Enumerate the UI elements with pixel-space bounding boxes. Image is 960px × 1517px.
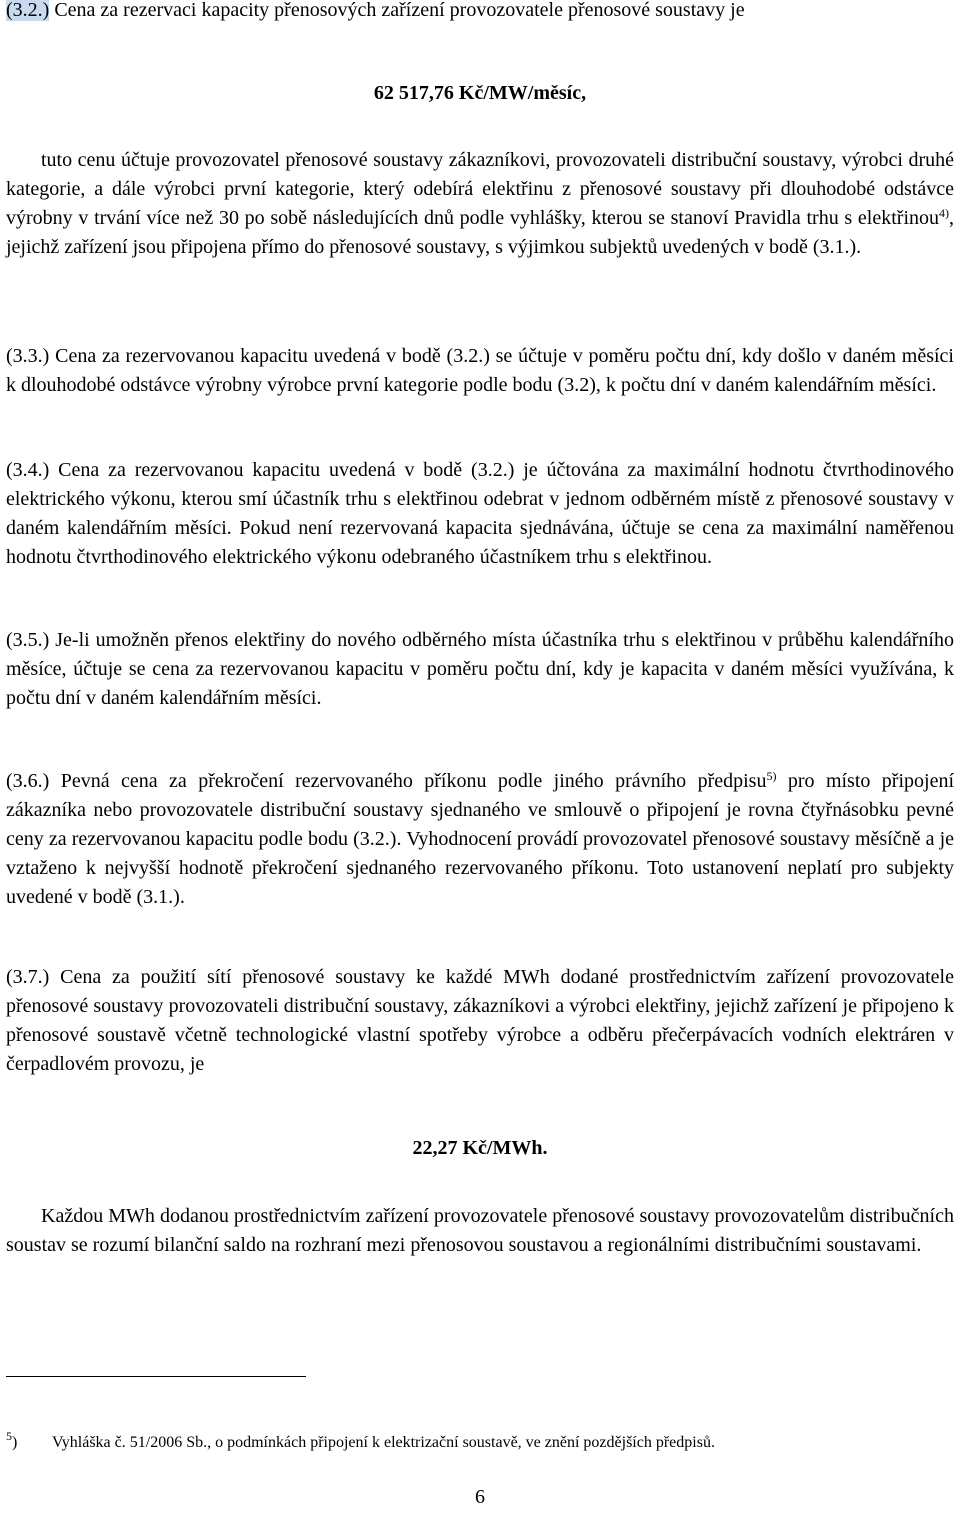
paragraph-3-3: (3.3.) Cena za rezervovanou kapacitu uvedená v bodě (3.2.) se účtuje v poměru počtu dní, kdy došlo v daném měsíci k dlouhodobé odstávce výrobny výrobce první kategorie podle bodu (3.2), k počtu dní v daném kalendářním měsíci. — [6, 345, 954, 396]
footnote-text: Vyhláška č. 51/2006 Sb., o podmínkách připojení k elektrizační soustavě, ve znění pozdějších předpisů. — [52, 1434, 715, 1451]
paragraph-text: Cena za rezervaci kapacity přenosových zařízení provozovatele přenosové soustavy je — [54, 0, 745, 21]
section-number: (3.2.) — [6, 0, 50, 21]
footnote-5: $^5$) Vyhláška č. 51/2006 Sb., o podmínkách připojení k elektrizační soustavě, ve znění pozdějších předpisů. — [6, 1429, 715, 1451]
footnote-separator — [6, 1376, 306, 1377]
paragraph-3-2-detail: tuto cenu účtuje provozovatel přenosové soustavy zákazníkovi, provozovateli distribuční soustavy, výrobci druhé kategorie, a dále výrobci první kategorie, který odebírá elektřinu z přenosové soustavy při dlouhodobé odstávce výrobny v trvání více než 30 po sobě následujících dnů podle vyhlášky, kterou se stanoví Pravidla trhu s elektřinou$^{4)}$, jejichž zařízení jsou připojena přímo do přenosové soustavy, s výjimkou subjektů uvedených v bodě (3.1.). — [6, 149, 954, 258]
paragraph-3-2 — [6, 0, 954, 25]
footnote-ref-5: 5) — [766, 769, 777, 783]
footnote-mark: 5 — [6, 1429, 12, 1443]
paragraph-3-5: (3.5.) Je-li umožněn přenos elektřiny do nového odběrného místa účastníka trhu s elektřinou v průběhu kalendářního měsíce, účtuje se cena za rezervovanou kapacitu v poměru počtu dní, kdy je kapacita v daném měsíci využívána, k počtu dní v daném kalendářním měsíci. — [6, 629, 954, 709]
price-network-use: 22,27 Kč/MWh. — [412, 1137, 548, 1159]
paragraph-3-6: (3.6.) Pevná cena za překročení rezervovaného příkonu podle jiného právního předpisu$^{5)}$ pro místo připojení zákazníka nebo provozovatele distribuční soustavy sjednaného ve smlouvě o připojení je rovna čtyřnásobku pevné ceny za rezervovanou kapacitu podle bodu (3.2.). Vyhodnocení provádí provozovatel přenosové soustavy měsíčně a je vztaženo k nejvyšší hodnotě překročení sjednaného rezervovaného příkonu. Toto ustanovení neplatí pro subjekty uvedené v bodě (3.1.). — [6, 769, 955, 908]
paragraph-3-7: (3.7.) Cena za použití sítí přenosové soustavy ke každé MWh dodané prostřednictvím zařízení provozovatele přenosové soustavy provozovateli distribuční soustavy, zákazníkovi a výrobci elektřiny, jejichž zařízení je připojeno k přenosové soustavě včetně technologické vlastní spotřeby výrobce a odběru přečerpávacích vodních elektráren v čerpadlovém provozu, je — [6, 966, 954, 1075]
paragraph-3-4: (3.4.) Cena za rezervovanou kapacitu uvedená v bodě (3.2.) je účtována za maximální hodnotu čtvrthodinového elektrického výkonu, kterou smí účastník trhu s elektřinou odebrat v jednom odběrném místě z přenosové soustavy v daném kalendářním měsíci. Pokud není rezervovaná kapacita sjednávána, účtuje se cena za maximální naměřenou hodnotu čtvrthodinového elektrického výkonu odebraného účastníkem trhu s elektřinou. — [6, 459, 954, 568]
paragraph-saldo: Každou MWh dodanou prostřednictvím zařízení provozovatele přenosové soustavy provozovatelům distribučních soustav se rozumí bilanční saldo na rozhraní mezi přenosovou soustavou a regionálními distribučními soustavami. — [6, 1205, 954, 1256]
price-capacity: 62 517,76 Kč/MW/měsíc, — [373, 82, 587, 104]
page-number: 6 — [475, 1486, 485, 1508]
footnote-ref-4: 4) — [939, 205, 949, 220]
